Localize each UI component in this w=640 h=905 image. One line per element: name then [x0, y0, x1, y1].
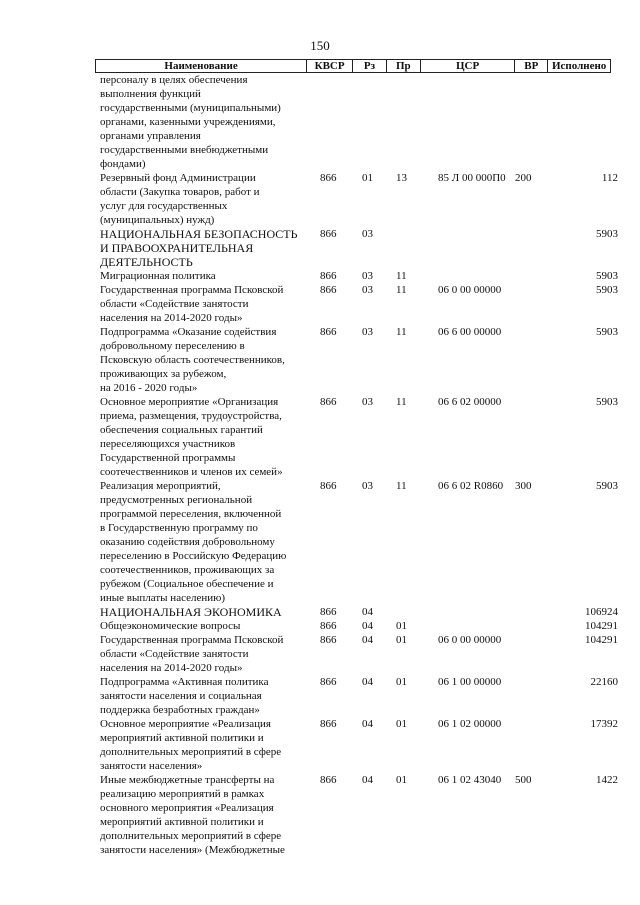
- table-row: [0, 283, 640, 325]
- row-vr: [515, 605, 548, 619]
- table-row: [0, 675, 640, 717]
- row-vr: [515, 395, 548, 479]
- row-csr: [420, 619, 515, 633]
- row-kvsr: 866: [320, 228, 337, 240]
- header-isp: Исполнено: [551, 60, 607, 72]
- row-rz: 04: [362, 676, 373, 688]
- table-row: [0, 227, 640, 269]
- row-vr: [515, 227, 548, 269]
- row-pr: 01: [396, 774, 407, 786]
- row-vr: [515, 325, 548, 395]
- row-pr: [386, 227, 420, 269]
- row-name: НАЦИОНАЛЬНАЯ БЕЗОПАСНОСТЬ И ПРАВООХРАНИТЕЛЬНАЯ ДЕЯТЕЛЬНОСТЬ: [100, 227, 298, 269]
- row-rz: [352, 73, 386, 171]
- row-rz: 01: [362, 172, 373, 184]
- table-row: [0, 171, 640, 227]
- row-vr: 300: [515, 480, 532, 492]
- header-pr: Пр: [387, 60, 421, 72]
- table-row: [0, 73, 640, 171]
- row-kvsr: 866: [320, 326, 337, 338]
- row-csr: 06 1 02 43040: [438, 774, 502, 786]
- row-isp: [548, 73, 618, 171]
- row-isp: 22160: [590, 676, 618, 688]
- row-kvsr: 866: [320, 396, 337, 408]
- row-name: Резервный фонд Администрации области (Закупка товаров, работ и услуг для государственных (муниципальных) нужд): [100, 172, 260, 226]
- row-isp: 104291: [585, 620, 618, 632]
- row-isp: 5903: [596, 396, 618, 408]
- row-vr: [515, 269, 548, 283]
- row-csr: [420, 605, 515, 619]
- row-csr: 06 1 02 00000: [438, 718, 502, 730]
- table-row: [0, 633, 640, 675]
- row-rz: 04: [362, 606, 373, 618]
- row-rz: 04: [362, 634, 373, 646]
- row-pr: 01: [396, 676, 407, 688]
- row-rz: 03: [362, 270, 373, 282]
- row-kvsr: 866: [320, 270, 337, 282]
- row-kvsr: 866: [320, 284, 337, 296]
- row-isp: 5903: [596, 480, 618, 492]
- table-row: [0, 605, 640, 619]
- row-pr: [386, 605, 420, 619]
- row-isp: 1422: [596, 774, 618, 786]
- table-body: [0, 73, 640, 857]
- header-vr: ВР: [515, 60, 548, 72]
- row-isp: 5903: [596, 270, 618, 282]
- row-isp: 5903: [596, 326, 618, 338]
- row-csr: 85 Л 00 000П0: [438, 172, 506, 184]
- row-pr: 11: [396, 284, 407, 296]
- row-csr: 06 0 00 00000: [438, 284, 502, 296]
- row-isp: 104291: [585, 634, 618, 646]
- row-rz: 03: [362, 480, 373, 492]
- header-name: Наименование: [96, 60, 307, 72]
- row-csr: 06 1 00 00000: [438, 676, 502, 688]
- table-row: [0, 619, 640, 633]
- row-kvsr: 866: [320, 620, 337, 632]
- row-rz: 03: [362, 284, 373, 296]
- header-kvsr: КВСР: [307, 60, 353, 72]
- row-vr: 500: [515, 774, 532, 786]
- row-csr: 06 6 02 R0860: [438, 480, 504, 492]
- row-kvsr: 866: [320, 480, 337, 492]
- table-row: [0, 269, 640, 283]
- table-header: [95, 59, 611, 73]
- row-vr: [515, 675, 548, 717]
- row-kvsr: 866: [320, 718, 337, 730]
- row-kvsr: 866: [320, 634, 337, 646]
- row-rz: 03: [362, 396, 373, 408]
- row-csr: [420, 227, 515, 269]
- row-pr: 01: [396, 620, 407, 632]
- row-name: НАЦИОНАЛЬНАЯ ЭКОНОМИКА: [100, 605, 282, 619]
- row-pr: [386, 73, 420, 171]
- row-vr: [515, 633, 548, 675]
- table-row: [0, 773, 640, 857]
- row-name: Общеэкономические вопросы: [100, 620, 241, 632]
- row-rz: 03: [362, 228, 373, 240]
- row-csr: 06 6 02 00000: [438, 396, 502, 408]
- row-pr: 11: [396, 270, 407, 282]
- row-isp: 17392: [590, 718, 618, 730]
- row-csr: 06 0 00 00000: [438, 634, 502, 646]
- page-number: 150: [310, 38, 330, 53]
- row-vr: [515, 283, 548, 325]
- row-pr: 11: [396, 480, 407, 492]
- row-name: Подпрограмма «Активная политика занятости населения и социальная поддержка безработных граждан»: [100, 676, 269, 716]
- row-name: Государственная программа Псковской области «Содействие занятости населения на 2014-2020 годы»: [100, 634, 284, 674]
- header-csr: ЦСР: [421, 60, 516, 72]
- row-pr: 13: [396, 172, 407, 184]
- table-row: [0, 717, 640, 773]
- row-isp: 106924: [585, 606, 618, 618]
- row-csr: [420, 269, 515, 283]
- row-vr: [515, 73, 548, 171]
- row-name: Государственная программа Псковской области «Содействие занятости населения на 2014-2020 годы»: [100, 284, 284, 324]
- row-csr: 06 6 00 00000: [438, 326, 502, 338]
- row-name: Миграционная политика: [100, 270, 216, 282]
- row-pr: 01: [396, 718, 407, 730]
- row-kvsr: [312, 73, 352, 171]
- table-row: [0, 479, 640, 605]
- header-rz: Рз: [353, 60, 387, 72]
- row-rz: 03: [362, 326, 373, 338]
- row-rz: 04: [362, 718, 373, 730]
- row-name: Иные межбюджетные трансферты на реализацию мероприятий в рамках основного мероприятия «Реализация мероприятий активной политики и дополнительных мероприятий в сфере занятости населения» (Межбюджетные: [100, 774, 285, 856]
- row-pr: 01: [396, 634, 407, 646]
- table-row: [0, 395, 640, 479]
- row-vr: [515, 619, 548, 633]
- row-kvsr: 866: [320, 774, 337, 786]
- row-vr: [515, 717, 548, 773]
- row-isp: 5903: [596, 228, 618, 240]
- row-rz: 04: [362, 774, 373, 786]
- row-isp: 112: [601, 172, 618, 184]
- row-csr: [420, 73, 515, 171]
- row-pr: 11: [396, 326, 407, 338]
- table-row: [0, 325, 640, 395]
- row-name: персоналу в целях обеспечения выполнения функций государственными (муниципальными) органами, казенными учреждениями, органами управления государственными внебюджетными фондами): [100, 74, 281, 170]
- row-kvsr: 866: [320, 606, 337, 618]
- row-vr: 200: [515, 172, 532, 184]
- row-kvsr: 866: [320, 676, 337, 688]
- row-name: Реализация мероприятий, предусмотренных региональной программой переселения, включенной в Государственную программу по оказанию содействия добровольному переселению в Российскую Федерацию соотечественников, проживающих за рубежом (Социальное обеспечение и иные выплаты населению): [100, 480, 287, 604]
- row-rz: 04: [362, 620, 373, 632]
- row-name: Основное мероприятие «Организация приема, размещения, трудоустройства, обеспечения социальных гарантий переселяющихся участников Государственной программы соотечественников и членов их семей»: [100, 396, 283, 478]
- row-name: Подпрограмма «Оказание содействия добровольному переселению в Псковскую область соотечественников, проживающих за рубежом, на 2016 - 2020 годы»: [100, 326, 285, 394]
- row-pr: 11: [396, 396, 407, 408]
- row-kvsr: 866: [320, 172, 337, 184]
- row-name: Основное мероприятие «Реализация мероприятий активной политики и дополнительных мероприятий в сфере занятости населения»: [100, 718, 282, 772]
- row-isp: 5903: [596, 284, 618, 296]
